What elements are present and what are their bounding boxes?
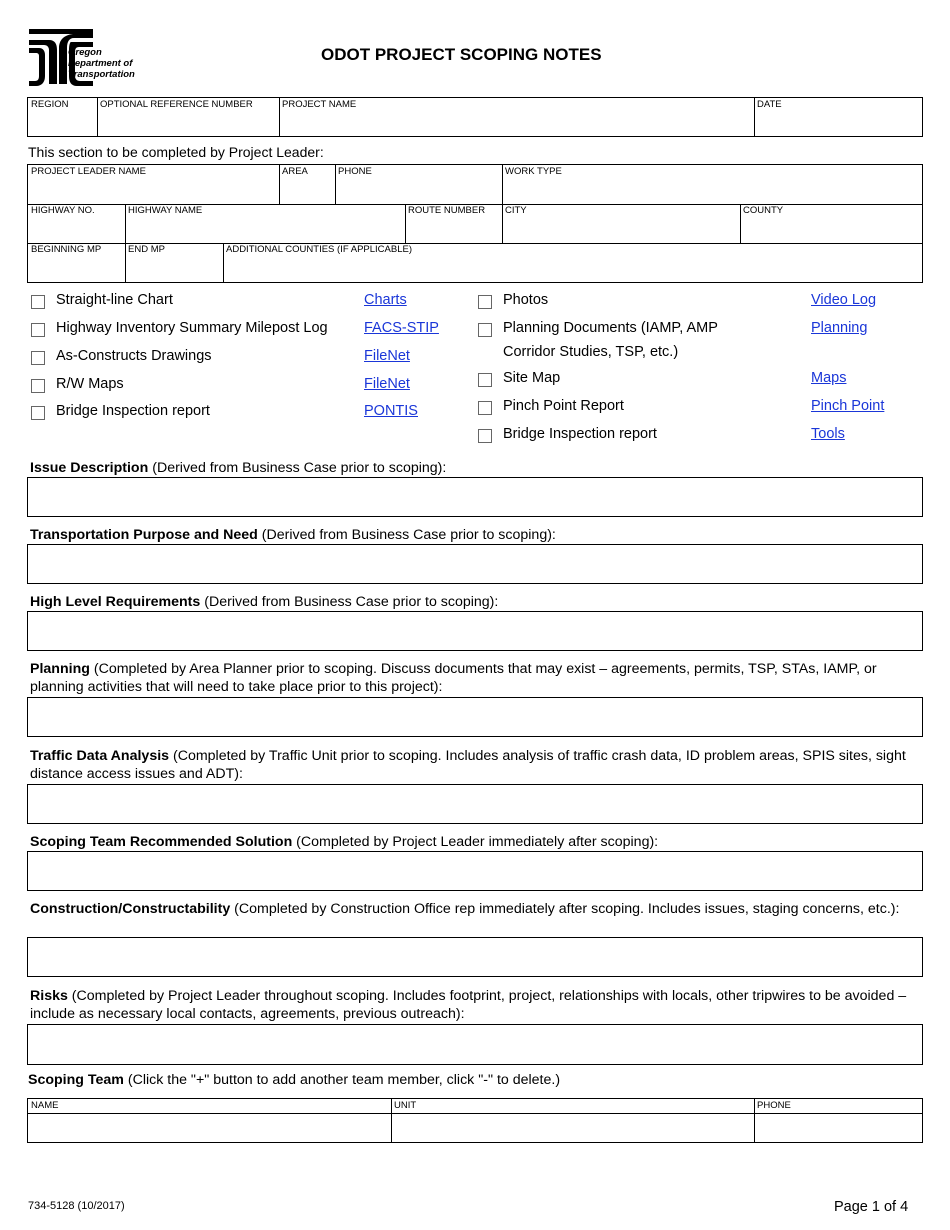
checkbox-as-constructs[interactable] xyxy=(31,351,45,365)
date-field[interactable]: DATE xyxy=(757,99,782,110)
link-charts[interactable]: Charts xyxy=(364,292,407,308)
team-member-phone-input[interactable] xyxy=(755,1114,922,1142)
constructability-input[interactable] xyxy=(27,937,923,977)
phone-field[interactable]: PHONE xyxy=(338,166,372,177)
link-filenet[interactable]: FileNet xyxy=(364,348,410,364)
section-desc: (Completed by Construction Office rep immediately after scoping. Includes issues, staging concerns, etc.): xyxy=(230,901,900,917)
checkbox-photos[interactable] xyxy=(478,295,492,309)
checkbox-label: As-Constructs Drawings xyxy=(56,348,212,364)
section-issue-description xyxy=(30,459,920,477)
logo-line-3: Transportation xyxy=(68,69,135,80)
purpose-need-input[interactable] xyxy=(27,544,923,584)
checkbox-label-cont: Corridor Studies, TSP, etc.) xyxy=(503,344,679,360)
team-member-unit-input[interactable] xyxy=(392,1114,754,1142)
checkbox-site-map[interactable] xyxy=(478,373,492,387)
checkbox-label: Site Map xyxy=(503,370,561,386)
highway-name-field[interactable]: HIGHWAY NAME xyxy=(128,205,203,216)
beginning-mp-field[interactable]: BEGINNING MP xyxy=(31,244,102,255)
section-title: Scoping Team xyxy=(28,1072,124,1088)
section-desc: (Completed by Traffic Unit prior to scoping. Includes analysis of traffic crash data, ID problem areas, SPIS sites, sight distance access issues and ADT): xyxy=(30,748,906,782)
section-title: Issue Description xyxy=(30,460,149,476)
recommended-solution-input[interactable] xyxy=(27,851,923,891)
checkbox-straight-line-chart[interactable] xyxy=(31,295,45,309)
link-filenet-2[interactable]: FileNet xyxy=(364,376,410,392)
checkbox-label: Planning Documents (IAMP, AMP xyxy=(503,320,718,336)
route-number-field[interactable]: ROUTE NUMBER xyxy=(408,205,486,216)
risks-input[interactable] xyxy=(27,1024,923,1065)
section-planning xyxy=(30,660,920,696)
section-desc: (Click the "+" button to add another team member, click "-" to delete.) xyxy=(123,1072,561,1088)
issue-description-input[interactable] xyxy=(27,477,923,517)
project-name-field[interactable]: PROJECT NAME xyxy=(282,99,357,110)
form-number: 734-5128 (10/2017) xyxy=(28,1200,125,1212)
link-tools[interactable]: Tools xyxy=(811,426,845,442)
section-title: Risks xyxy=(30,988,68,1004)
section-desc: (Derived from Business Case prior to scoping): xyxy=(200,594,499,610)
section-desc: (Derived from Business Case prior to scoping): xyxy=(148,460,447,476)
checkbox-planning-documents[interactable] xyxy=(478,323,492,337)
logo-line-2: Department of xyxy=(68,58,133,69)
highway-no-field[interactable]: HIGHWAY NO. xyxy=(31,205,95,216)
checkbox-label: Straight-line Chart xyxy=(56,292,173,308)
checkbox-bridge-inspection-2[interactable] xyxy=(478,429,492,443)
end-mp-field[interactable]: END MP xyxy=(128,244,165,255)
project-leader-name-field[interactable]: PROJECT LEADER NAME xyxy=(31,166,146,177)
section-recommended-solution xyxy=(30,833,920,851)
checkbox-label: Photos xyxy=(503,292,549,308)
section-high-level-requirements xyxy=(30,593,920,611)
project-leader-table xyxy=(27,164,923,283)
link-pontis[interactable]: PONTIS xyxy=(364,403,418,419)
checkbox-label: R/W Maps xyxy=(56,376,124,392)
checkbox-highway-inventory[interactable] xyxy=(31,323,45,337)
link-planning[interactable]: Planning xyxy=(811,320,868,336)
section-traffic-data-analysis xyxy=(30,747,920,783)
section-scoping-team xyxy=(28,1071,918,1089)
checkbox-pinch-point[interactable] xyxy=(478,401,492,415)
link-pinch-point[interactable]: Pinch Point xyxy=(811,398,885,414)
link-video-log[interactable]: Video Log xyxy=(811,292,877,308)
checkbox-label: Highway Inventory Summary Milepost Log xyxy=(56,320,328,336)
section-title: Planning xyxy=(30,661,90,677)
planning-input[interactable] xyxy=(27,697,923,737)
column-header-name: NAME xyxy=(31,1100,59,1111)
optional-reference-field[interactable]: OPTIONAL REFERENCE NUMBER xyxy=(100,99,253,110)
checkbox-label: Pinch Point Report xyxy=(503,398,624,414)
section-desc: (Completed by Project Leader immediately after scoping): xyxy=(292,834,659,850)
section-title: Scoping Team Recommended Solution xyxy=(30,834,293,850)
logo-line-1: Oregon xyxy=(68,47,102,58)
intro-text: This section to be completed by Project Leader: xyxy=(28,144,324,160)
link-maps[interactable]: Maps xyxy=(811,370,847,386)
section-risks xyxy=(30,987,920,1023)
column-header-unit: UNIT xyxy=(394,1100,417,1111)
section-title: Traffic Data Analysis xyxy=(30,748,170,764)
link-facs-stip[interactable]: FACS-STIP xyxy=(364,320,439,336)
checkbox-label: Bridge Inspection report xyxy=(503,426,657,442)
section-constructability xyxy=(30,900,920,918)
area-field[interactable]: AREA xyxy=(282,166,308,177)
column-header-phone: PHONE xyxy=(757,1100,791,1111)
section-desc: (Completed by Project Leader throughout scoping. Includes footprint, project, relationships with locals, other tripwires to be avoided – include as necessary local contacts, agreements, previous outreach): xyxy=(30,988,907,1022)
city-field[interactable]: CITY xyxy=(505,205,527,216)
region-field[interactable]: REGION xyxy=(31,99,69,110)
page-title: ODOT PROJECT SCOPING NOTES xyxy=(321,45,602,64)
checkbox-label: Bridge Inspection report xyxy=(56,403,210,419)
section-desc: (Completed by Area Planner prior to scoping. Discuss documents that may exist – agreements, permits, TSP, STAs, IAMP, or planning activities that will need to take place prior to this project): xyxy=(30,661,877,695)
county-field[interactable]: COUNTY xyxy=(743,205,784,216)
page-number: Page 1 of 4 xyxy=(834,1199,909,1215)
checkbox-rw-maps[interactable] xyxy=(31,379,45,393)
work-type-field[interactable]: WORK TYPE xyxy=(505,166,562,177)
team-member-name-input[interactable] xyxy=(28,1114,391,1142)
logo-text xyxy=(68,47,135,80)
section-title: High Level Requirements xyxy=(30,594,201,610)
high-level-requirements-input[interactable] xyxy=(27,611,923,651)
additional-counties-field[interactable]: ADDITIONAL COUNTIES (IF APPLICABLE) xyxy=(226,244,412,255)
traffic-data-analysis-input[interactable] xyxy=(27,784,923,824)
section-title: Transportation Purpose and Need xyxy=(30,527,258,543)
section-purpose-need xyxy=(30,526,920,544)
section-title: Construction/Constructability xyxy=(30,901,231,917)
checkbox-bridge-inspection[interactable] xyxy=(31,406,45,420)
section-desc: (Derived from Business Case prior to scoping): xyxy=(257,527,556,543)
